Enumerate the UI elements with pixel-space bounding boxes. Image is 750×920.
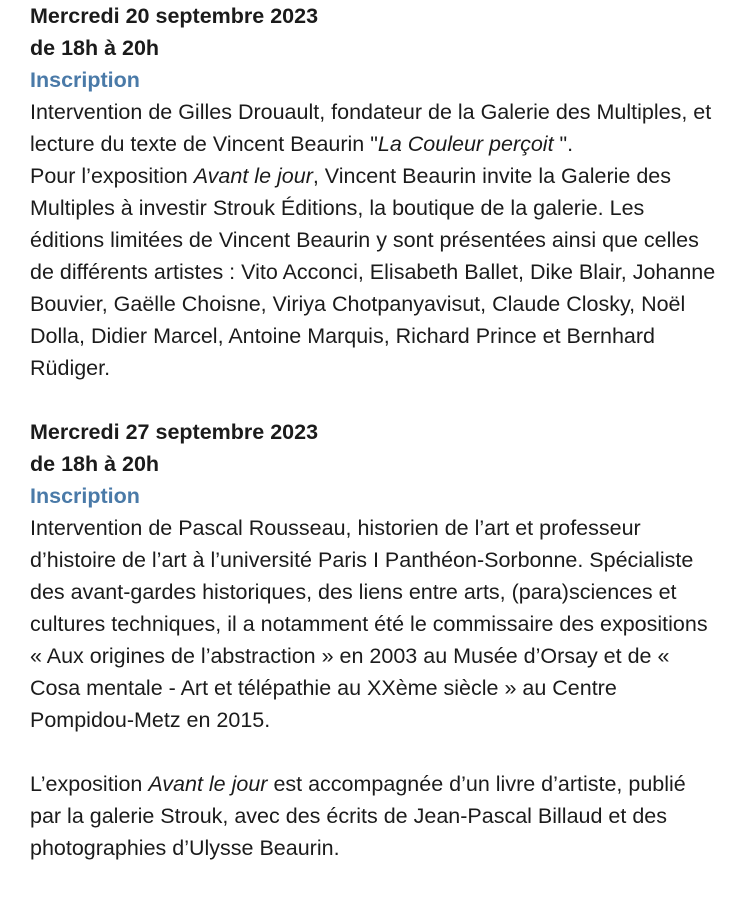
event-description [30,96,720,160]
event-date: Mercredi 27 septembre 2023 [30,420,319,444]
description-text: Intervention de Gilles Drouault, fondateur de la Galerie des Multiples, et lecture du texte de Vincent Beaurin " [30,100,712,156]
description-text: L’exposition [30,772,149,796]
description-text: , Vincent Beaurin invite la Galerie des Multiples à investir Strouk Éditions, la boutique de la galerie. Les éditions limitées de Vincent Beaurin y sont présentées ainsi que celles de différents artistes : Vito Acconci, Elisabeth Ballet, Dike Blair, Johanne Bouvier, Gaëlle Choisne, Viriya Chotpanyavisut, Claude Closky, Noël Dolla, Didier Marcel, Antoine Marquis, Richard Prince et Bernhard Rüdiger. [30,164,716,380]
exhibition-description [30,160,720,384]
event-block-1 [30,0,720,384]
exhibition-title-italic: Avant le jour [148,772,268,796]
inscription-link[interactable]: Inscription [30,484,140,508]
event-time: de 18h à 20h [30,452,160,476]
event-date: Mercredi 20 septembre 2023 [30,4,319,28]
event-time: de 18h à 20h [30,36,160,60]
spacer [30,736,720,768]
text-title-italic: La Couleur perçoit [377,132,560,156]
spacer [30,384,720,416]
event-description: Intervention de Pascal Rousseau, historien de l’art et professeur d’histoire de l’art à l’université Paris I Panthéon-Sorbonne. Spécialiste des avant-gardes historiques, des liens entre arts, (para)sciences et cultures techniques, il a notamment été le commissaire des expositions « Aux origines de l’abstraction » en 2003 au Musée d’Orsay et de « Cosa mentale - Art et télépathie au XXème siècle » au Centre Pompidou-Metz en 2015. [30,516,708,732]
exhibition-title-italic: Avant le jour [193,164,313,188]
description-text: est accompagnée d’un livre d’artiste, publié par la galerie Strouk, avec des écrits de Jean-Pascal Billaud et des photographies d’Ulysse Beaurin. [30,772,686,860]
event-block-2 [30,416,720,736]
description-text: Pour l’exposition [30,164,194,188]
description-text: ". [559,132,574,156]
inscription-link[interactable]: Inscription [30,68,140,92]
closing-paragraph [30,768,720,864]
